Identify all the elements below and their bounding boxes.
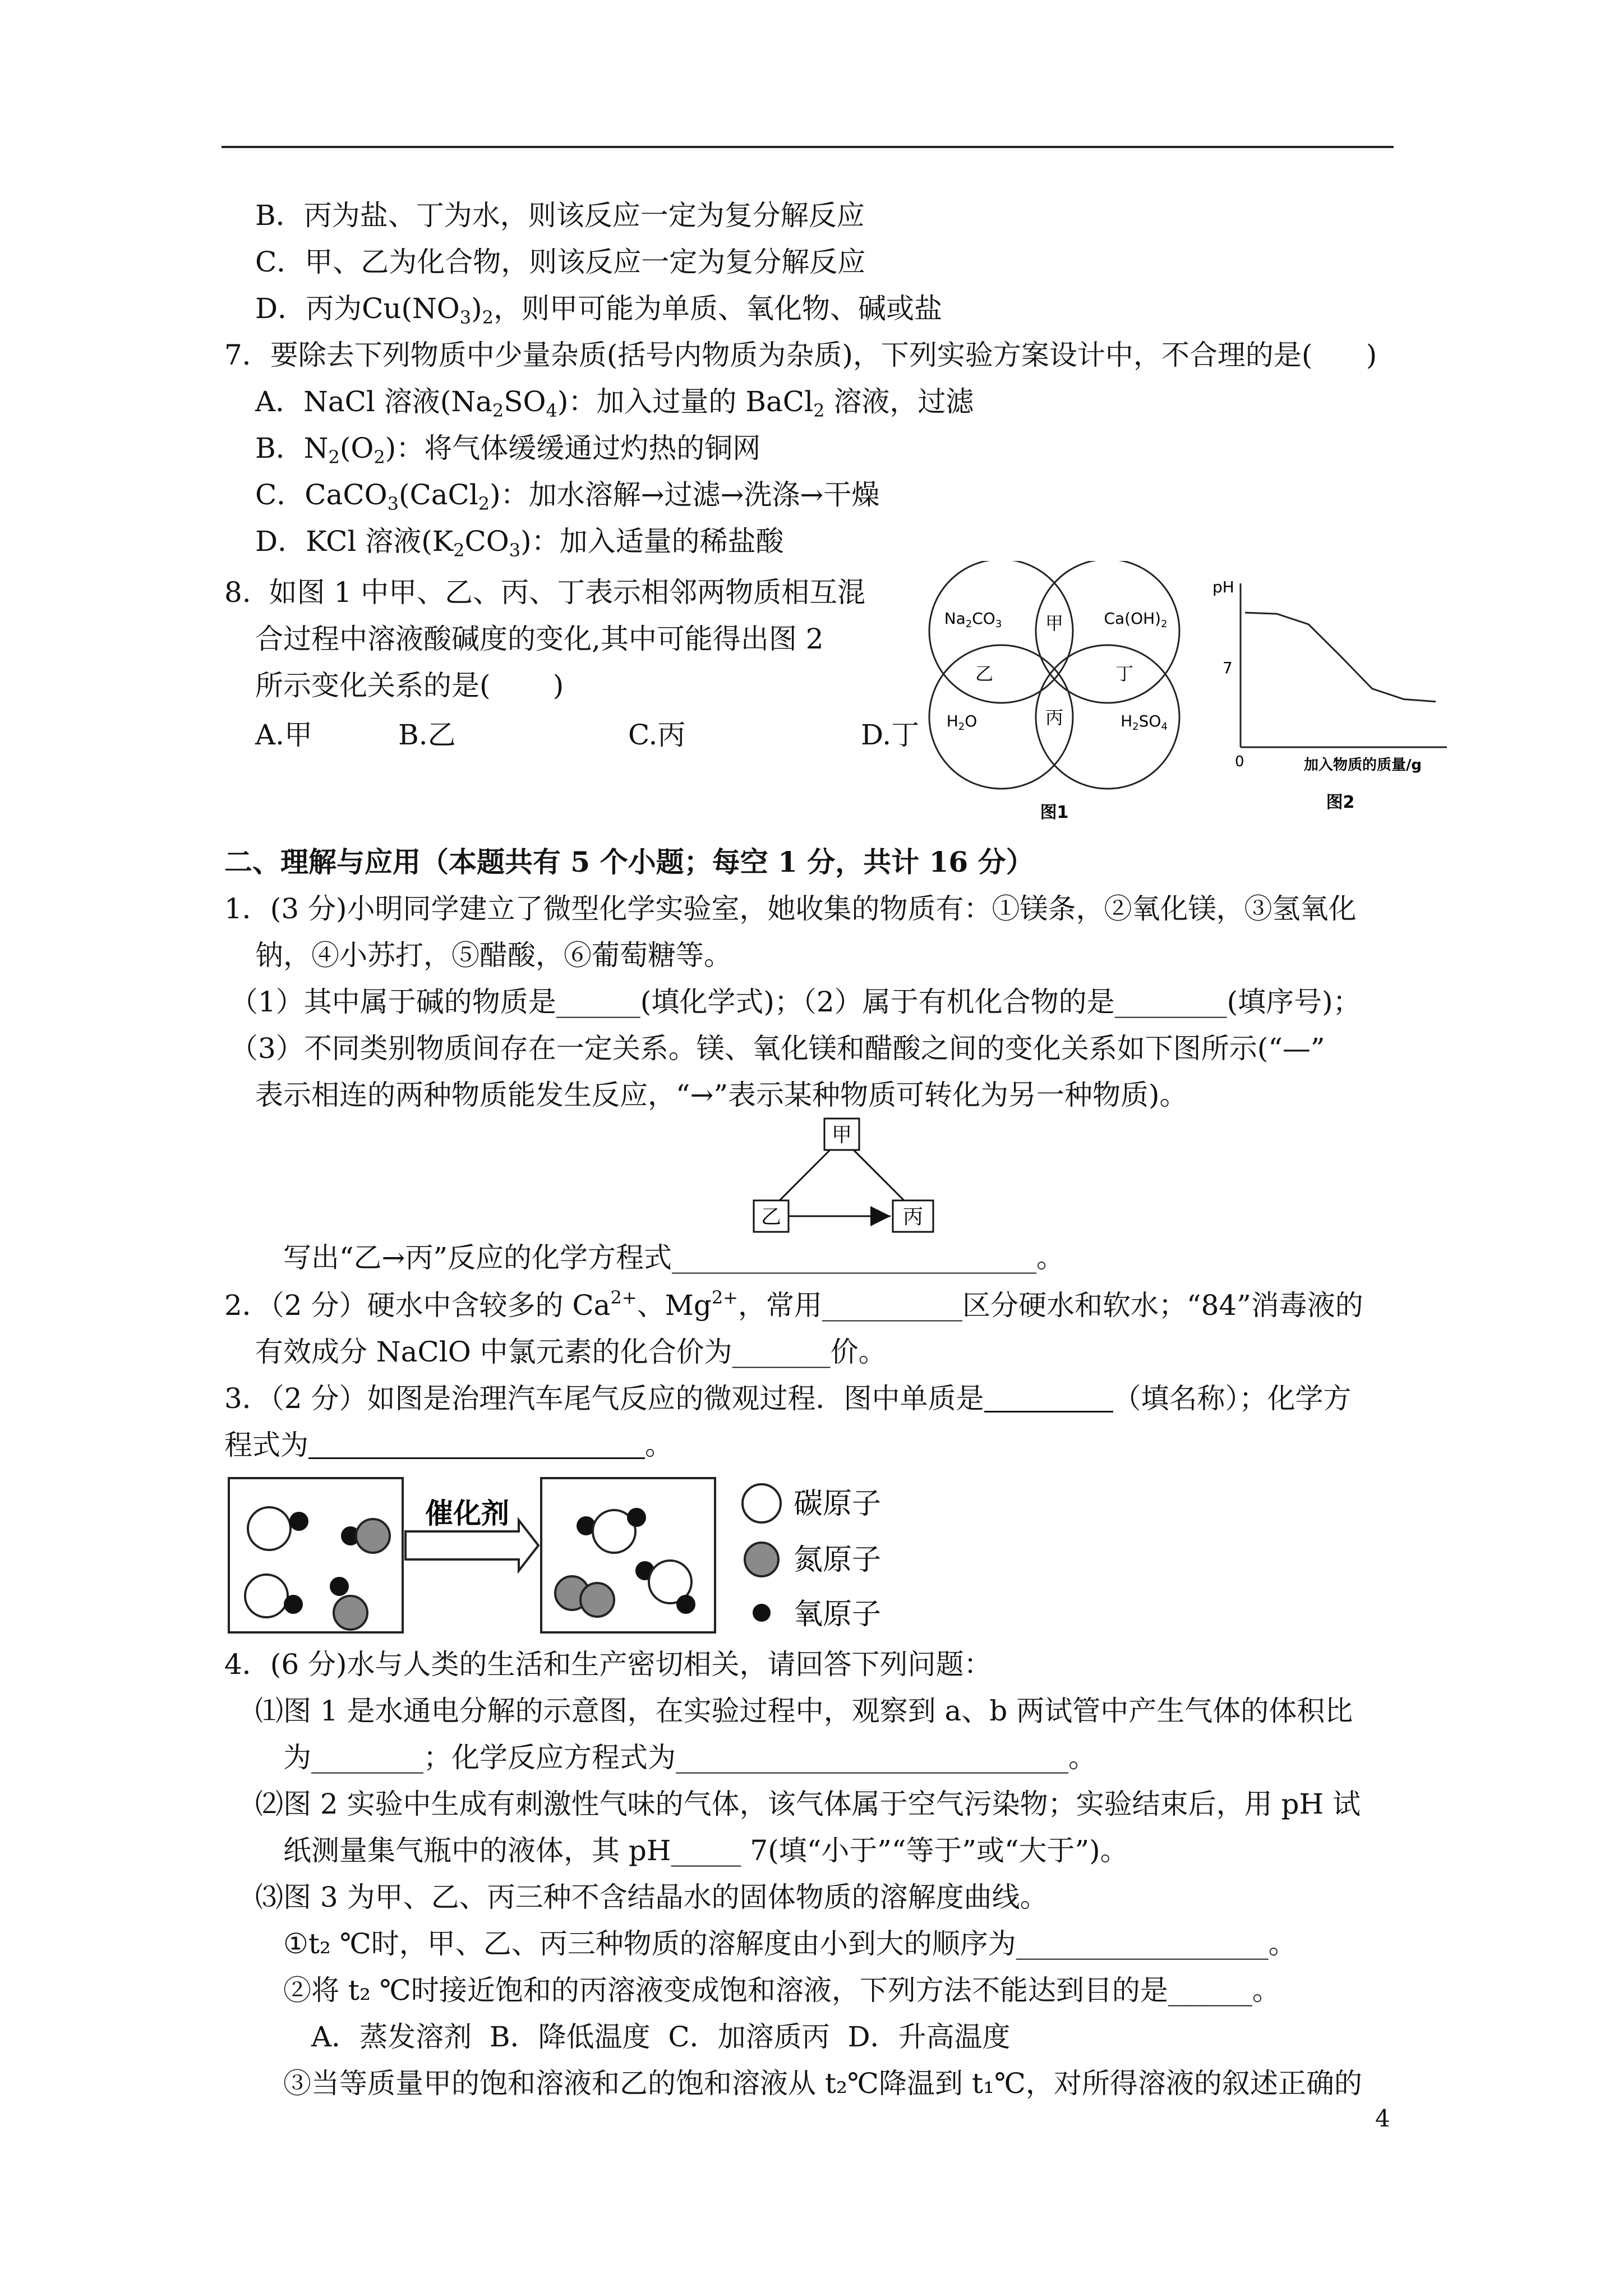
s2-line2: 有效成分 NaClO 中氯元素的化合价为_______价。 [255, 1336, 887, 1368]
s1-line2: 钠，④小苏打，⑤醋酸，⑥葡萄糖等。 [255, 939, 732, 972]
q8-stem-line3: 所示变化关系的是( ) [255, 669, 564, 702]
s4-line6: ⑶图 3 为甲、乙、丙三种不含结晶水的固体物质的溶解度曲线。 [255, 1881, 1048, 1913]
fig2-ph-chart [1200, 572, 1458, 825]
s3-micro-process [227, 1470, 928, 1638]
s4-line7: ①t₂ ℃时，甲、乙、丙三种物质的溶解度由小到大的顺序为__________________。 [283, 1927, 1297, 1960]
fig1-h2so4: $H_2SO_4$ [1121, 712, 1168, 733]
section2-title: 二、理解与应用（本题共有 5 个小题；每空 1 分，共计 16 分） [224, 845, 1034, 878]
fig1-venn-diagram [909, 561, 1200, 825]
s3-line1: 3．（2 分）如图是治理汽车尾气反应的微观过程．图中单质是 （填名称）；化学方 [224, 1382, 1352, 1415]
s4-line9: A．蒸发溶剂 B．降低温度 C．加溶质丙 D．升高温度 [311, 2021, 1011, 2053]
fig1-caption: 图1 [1040, 803, 1069, 822]
fig2-ph-curve [1245, 613, 1436, 702]
fig1-caoh2: $Ca(OH)_2$ [1104, 609, 1168, 630]
q6-option-c: C．甲、乙为化合物，则该反应一定为复分解反应 [255, 246, 866, 278]
svg-text:乙: 乙 [760, 1205, 782, 1228]
s1-line1: 1．(3 分)小明同学建立了微型化学实验室，她收集的物质有：①镁条，②氧化镁，③氢氧化 [224, 892, 1357, 925]
q7-option-a: A．NaCl 溶液$(Na_2SO_4)$：加入过量的 BaCl$_2$ 溶液，过滤 [255, 385, 974, 421]
page-number: 4 [1375, 2105, 1390, 2132]
q6-option-d: D．丙为$Cu(NO_3)_2$，则甲可能为单质、氧化物、碱或盐 [255, 292, 943, 328]
svg-text:丙: 丙 [902, 1205, 924, 1228]
fig1-label-yi: 乙 [975, 663, 994, 684]
q6-option-b: B．丙为盐、丁为水，则该反应一定为复分解反应 [255, 199, 865, 232]
q7-stem: 7．要除去下列物质中少量杂质(括号内物质为杂质)，下列实验方案设计中，不合理的是( ) [224, 339, 1377, 371]
fig1-label-bing: 丙 [1045, 707, 1064, 728]
fig2-xlabel: 加入物质的质量/g [1303, 757, 1422, 774]
q8-stem-line1: 8. 如图 1 中甲、乙、丙、丁表示相邻两物质相互混 [224, 576, 866, 609]
q7-option-b: B．$N_2(O_2)$：将气体缓缓通过灼热的铜网 [255, 432, 761, 468]
fig1-label-jia: 甲 [1045, 613, 1064, 634]
s4-line2: ⑴图 1 是水通电分解的示意图，在实验过程中，观察到 a、b 两试管中产生气体的体积比 [255, 1695, 1353, 1727]
s4-line8: ②将 t₂ ℃时接近饱和的丙溶液变成饱和溶液，下列方法不能达到目的是______。 [283, 1974, 1280, 2007]
q8-option-a: A.甲 [255, 719, 313, 751]
legend-nitrogen: 氮原子 [794, 1543, 882, 1577]
svg-text:甲: 甲 [831, 1124, 852, 1147]
catalyst-label: 催化剂 [425, 1497, 509, 1530]
q7-option-d: D．KCl 溶液$(K_2CO_3)$：加入适量的稀盐酸 [255, 525, 784, 561]
s3-line2: 程式为 。 [224, 1429, 673, 1461]
q8-option-c: C.丙 [628, 719, 686, 751]
fig1-h2o: $H_2O$ [946, 712, 978, 733]
q8-stem-line2: 合过程中溶液酸碱度的变化,其中可能得出图 2 [255, 623, 824, 655]
fig2-caption: 图2 [1326, 793, 1355, 812]
q7-option-c: C．CaCO$_3$(CaCl$_2$)：加水溶解→过滤→洗涤→干燥 [255, 478, 880, 514]
s2-line1: 2．（2 分）硬水中含较多的 $Ca^{2+}$、$Mg^{2+}$，常用__________区分硬水和软水；“84”消毒液的 [224, 1287, 1363, 1322]
fig2-y-tick-7: 7 [1223, 659, 1233, 677]
fig1-label-ding: 丁 [1115, 663, 1134, 684]
q8-option-d: D.丁 [861, 719, 920, 751]
s4-line3: 为________；化学反应方程式为____________________________。 [283, 1741, 1096, 1774]
s4-line1: 4．(6 分)水与人类的生活和生产密切相关，请回答下列问题： [224, 1648, 992, 1681]
s1-triangle-diagram [751, 1116, 942, 1237]
s1-line3: （1）其中属于碱的物质是______(填化学式)；（2）属于有机化合物的是________(填序号)； [230, 986, 1361, 1018]
fig2-ylabel: pH [1212, 578, 1234, 596]
legend-oxygen: 氧原子 [794, 1598, 882, 1631]
legend-carbon: 碳原子 [794, 1487, 882, 1521]
fig2-origin: 0 [1235, 753, 1244, 770]
s1-line4: （3）不同类别物质间存在一定关系。镁、氧化镁和醋酸之间的变化关系如下图所示(“—” [230, 1032, 1325, 1065]
s4-line10: ③当等质量甲的饱和溶液和乙的饱和溶液从 t₂℃降温到 t₁℃，对所得溶液的叙述正确的 [283, 2067, 1362, 2100]
s1-line5: 表示相连的两种物质能发生反应，“→”表示某种物质可转化为另一种物质)。 [255, 1079, 1188, 1111]
s4-line5: 纸测量集气瓶中的液体，其 pH_____ 7(填“小于”“等于”或“大于”)。 [283, 1834, 1128, 1867]
q8-option-b: B.乙 [398, 719, 456, 751]
header-rule [222, 146, 1394, 148]
s1-line6: 写出“乙→丙”反应的化学方程式__________________________。 [283, 1241, 1065, 1274]
s4-line4: ⑵图 2 实验中生成有刺激性气味的气体，该气体属于空气污染物；实验结束后，用 pH 试 [255, 1788, 1361, 1820]
fig1-na2co3: $Na_2CO_3$ [944, 609, 1002, 630]
